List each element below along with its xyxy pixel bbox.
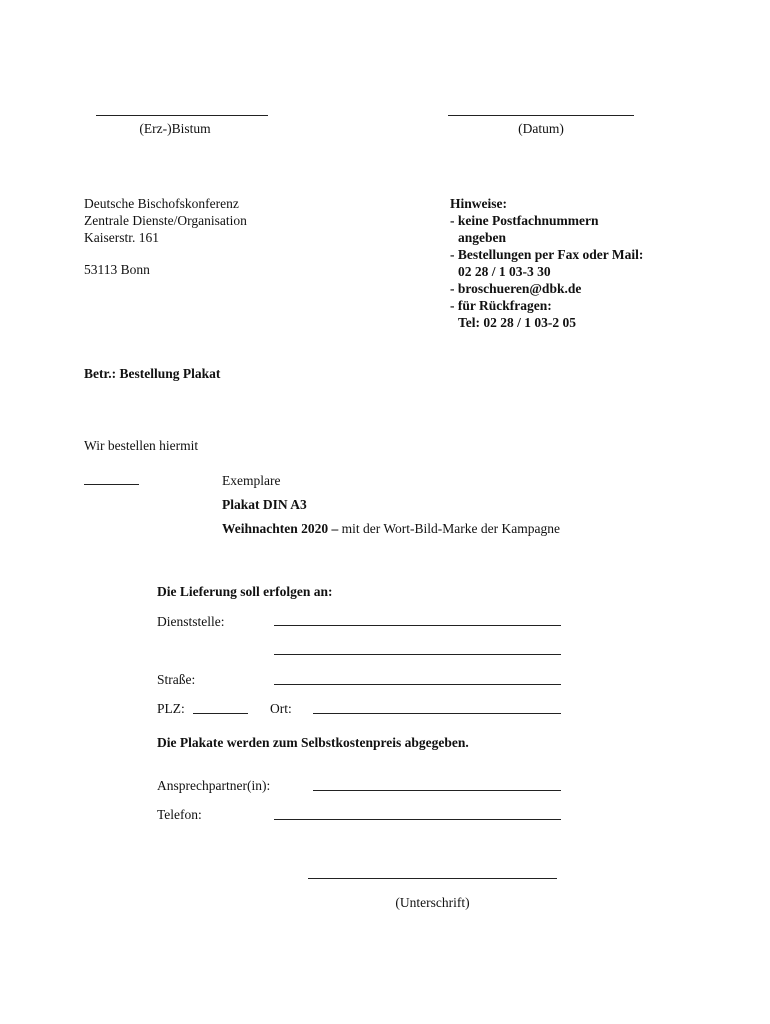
exemplare-label: Exemplare (222, 473, 281, 488)
hint-line: Tel: 02 28 / 1 03-2 05 (458, 315, 576, 330)
hint-line: - Bestellungen per Fax oder Mail: (450, 247, 644, 262)
dienststelle-label: Dienststelle: (157, 614, 225, 629)
campaign-description (222, 520, 560, 537)
signature-label: (Unterschrift) (395, 895, 470, 910)
datum-line[interactable] (448, 115, 634, 116)
hints-block (450, 195, 643, 331)
hint-line: - broschueren@dbk.de (450, 281, 582, 296)
ort-field[interactable] (313, 713, 561, 714)
phone-label: Telefon: (157, 807, 202, 822)
bistum-line[interactable] (96, 115, 268, 116)
bistum-label: (Erz-)Bistum (139, 121, 211, 136)
hint-line: - für Rückfragen: (450, 298, 552, 313)
product-name: Plakat DIN A3 (222, 497, 307, 512)
dienststelle-field[interactable] (274, 625, 561, 626)
phone-field[interactable] (274, 819, 561, 820)
address-line: Kaiserstr. 161 (84, 230, 159, 245)
address-line: Deutsche Bischofskonferenz (84, 196, 239, 211)
plz-field[interactable] (193, 713, 248, 714)
hint-line: - keine Postfachnummern (450, 213, 599, 228)
hint-line: 02 28 / 1 03-3 30 (458, 264, 551, 279)
signature-field[interactable] (308, 878, 557, 879)
campaign-title: Weihnachten 2020 – (222, 521, 339, 536)
hint-line: angeben (458, 230, 507, 245)
strasse-label: Straße: (157, 672, 196, 687)
datum-label: (Datum) (518, 121, 564, 136)
contact-person-label: Ansprechpartner(in): (157, 778, 271, 793)
order-intro: Wir bestellen hiermit (84, 438, 199, 453)
strasse-field[interactable] (274, 684, 561, 685)
ort-label: Ort: (270, 701, 292, 716)
subject-line: Betr.: Bestellung Plakat (84, 366, 221, 381)
price-note: Die Plakate werden zum Selbstkostenpreis abgegeben. (157, 735, 469, 750)
quantity-field[interactable] (84, 484, 139, 485)
address-line: 53113 Bonn (84, 262, 150, 277)
address-line: Zentrale Dienste/Organisation (84, 213, 247, 228)
hints-title: Hinweise: (450, 196, 507, 211)
campaign-rest: mit der Wort-Bild-Marke der Kampagne (338, 521, 560, 536)
contact-person-field[interactable] (313, 790, 561, 791)
dienststelle-field-2[interactable] (274, 654, 561, 655)
delivery-heading: Die Lieferung soll erfolgen an: (157, 584, 333, 599)
recipient-address (84, 195, 247, 278)
plz-label: PLZ: (157, 701, 185, 716)
